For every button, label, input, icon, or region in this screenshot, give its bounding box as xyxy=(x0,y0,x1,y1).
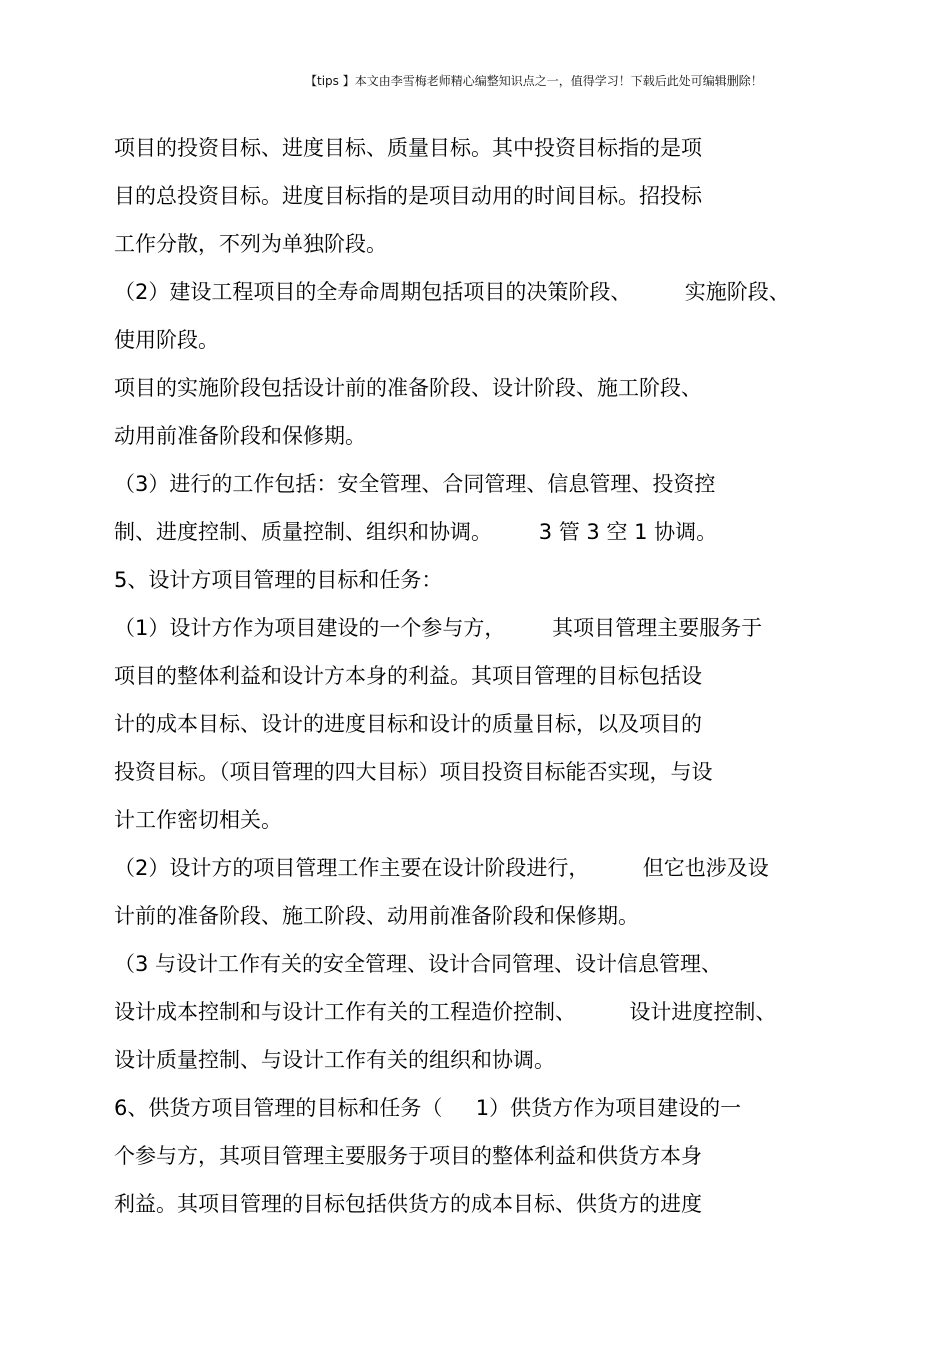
text-line: （3）进行的工作包括：安全管理、合同管理、信息管理、投资控 xyxy=(114,472,716,496)
text-line: 制、进度控制、质量控制、组织和协调。 3 管 3 空 1 协调。 xyxy=(114,520,718,544)
text-line: 项目的整体利益和设计方本身的利益。其项目管理的目标包括设 xyxy=(114,664,702,688)
text-line: 计工作密切相关。 xyxy=(114,808,282,832)
text-line: 动用前准备阶段和保修期。 xyxy=(114,424,366,448)
text-line: 个参与方，其项目管理主要服务于项目的整体利益和供货方本身 xyxy=(114,1144,702,1168)
text-line: 计的成本目标、设计的进度目标和设计的质量目标，以及项目的 xyxy=(114,712,702,736)
text-line: 计前的准备阶段、施工阶段、动用前准备阶段和保修期。 xyxy=(114,904,639,928)
text-line: 利益。其项目管理的目标包括供货方的成本目标、供货方的进度 xyxy=(114,1192,702,1216)
text-line: （2）建设工程项目的全寿命周期包括项目的决策阶段、 实施阶段、 xyxy=(114,280,790,304)
text-line: 使用阶段。 xyxy=(114,328,219,352)
text-line: 项目的投资目标、进度目标、质量目标。其中投资目标指的是项 xyxy=(114,136,702,160)
text-line: 目的总投资目标。进度目标指的是项目动用的时间目标。招投标 xyxy=(114,184,702,208)
document-body xyxy=(114,124,934,1228)
text-line: （3 与设计工作有关的安全管理、设计合同管理、设计信息管理、 xyxy=(114,952,723,976)
header-tip-note: 【tips 】本文由李雪梅老师精心编整知识点之一，值得学习！下载后此处可编辑删除！ xyxy=(305,74,763,88)
text-line: 设计质量控制、与设计工作有关的组织和协调。 xyxy=(114,1048,555,1072)
text-line: （1）设计方作为项目建设的一个参与方， 其项目管理主要服务于 xyxy=(114,616,763,640)
text-line: 工作分散，不列为单独阶段。 xyxy=(114,232,387,256)
text-line: 设计成本控制和与设计工作有关的工程造价控制、 设计进度控制、 xyxy=(114,1000,777,1024)
section-heading: 6、供货方项目管理的目标和任务（ 1）供货方作为项目建设的一 xyxy=(114,1096,742,1120)
text-line: （2）设计方的项目管理工作主要在设计阶段进行， 但它也涉及设 xyxy=(114,856,769,880)
section-heading: 5、设计方项目管理的目标和任务： xyxy=(114,568,443,592)
text-line: 项目的实施阶段包括设计前的准备阶段、设计阶段、施工阶段、 xyxy=(114,376,702,400)
text-line: 投资目标。（项目管理的四大目标）项目投资目标能否实现，与设 xyxy=(114,760,713,784)
